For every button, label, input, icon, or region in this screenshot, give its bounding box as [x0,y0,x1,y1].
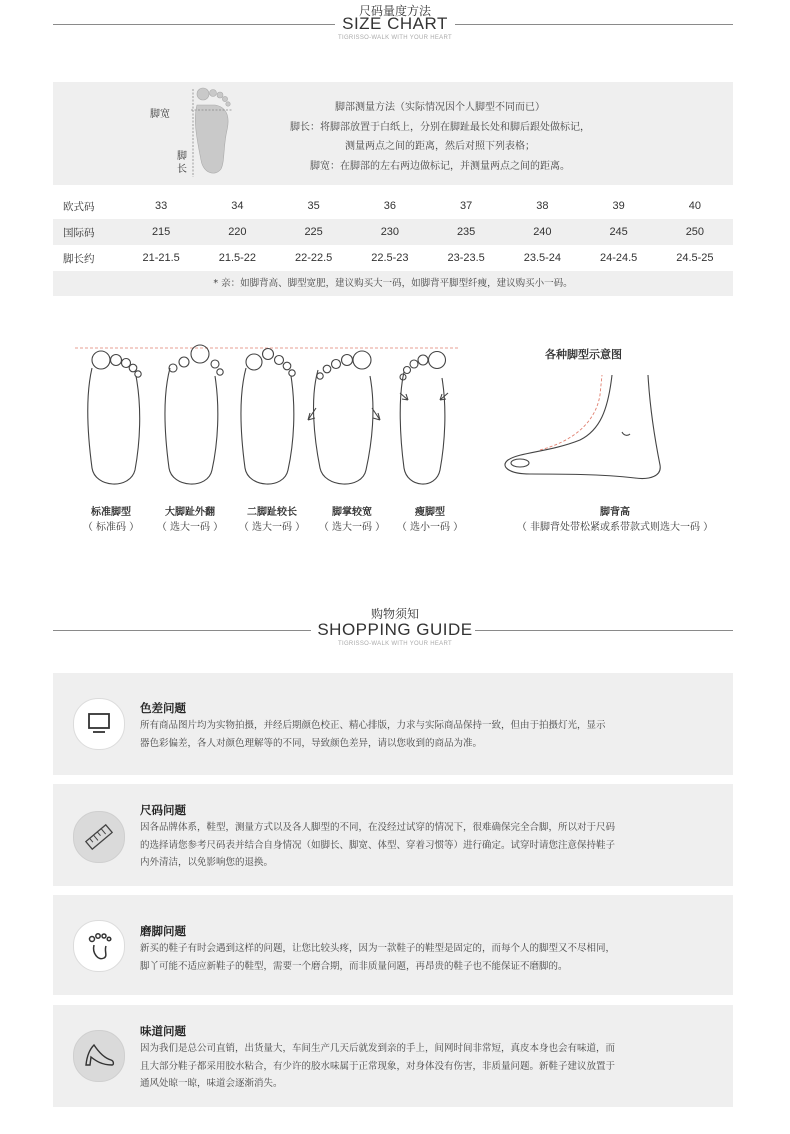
row-header: 欧式码 [63,200,95,213]
guide-title: 尺码问题 [140,803,186,817]
table-cell: 38 [536,200,549,212]
monitor-icon [73,698,125,750]
measure-line: 脚宽：在脚部的左右两边做标记，并测量两点之间的距离。 [310,160,570,172]
foot-type-standard [66,505,156,535]
table-cell: 235 [428,219,504,245]
foot-type-name: 大脚趾外翻 [165,507,215,518]
guide-line: 因为我们是总公司直销，出货量大，车间生产几天后就发到亲的手上，间网时间非常短，真皮本身也会有味道，而 [140,1043,616,1054]
high-heel-icon [73,1030,125,1082]
foot-type-bunion [145,505,235,535]
table-row [53,219,733,245]
table-cell: 245 [581,219,657,245]
high-instep-name: 脚背高 [600,507,630,518]
table-cell: 21-21.5 [142,252,180,264]
guide-text [140,940,720,975]
table-cell: 37 [460,200,473,212]
guide-size [53,784,733,886]
table-row [53,193,733,219]
foot-type-advice: （ 标准码 ） [82,522,140,533]
foot-type-advice: （ 选小一码 ） [396,522,464,533]
table-cell: 40 [688,200,701,212]
table-cell: 33 [155,200,168,212]
footprint-icon [73,920,125,972]
foot-width-label: 脚宽 [150,109,170,120]
size-chart-title-cn: 尺码量度方法 [358,4,431,18]
measure-line: 脚部测量方法（实际情况因个人脚型不同而已） [335,102,545,113]
table-cell: 250 [657,219,733,245]
table-cell: 220 [199,219,275,245]
row-header: 国际码 [53,219,123,245]
guide-line: 通风处晾一晾，味道会逐渐消失。 [140,1078,283,1089]
size-chart-subtitle: TIGRISSO-WALK WITH YOUR HEART [338,35,452,41]
guide-line: 所有商品图片均为实物拍摄，并经后期颜色校正、精心排版，力求与实际商品保持一致，但由于拍摄灯光，显示 [140,720,606,731]
table-cell: 22-22.5 [294,252,333,264]
guide-line: 的选择请您参考尺码表并结合自身情况（如脚长、脚宽、体型、穿着习惯等）进行确定。试穿时请您注意保持鞋子 [140,839,616,851]
table-cell: 225 [276,219,352,245]
guide-rubbing [53,895,733,995]
table-cell: 39 [612,200,625,212]
foot-measure-diagram [185,85,235,185]
foot-type-name: 二脚趾较长 [247,507,297,518]
guide-text [140,819,720,872]
foot-type-advice: （ 选大一码 ） [238,522,306,533]
high-instep-label [500,505,730,535]
foot-types-title: 各种脚型示意图 [545,348,622,361]
size-table [53,193,733,271]
guide-line: 因各品牌体系，鞋型，测量方式以及各人脚型的不同，在没经过试穿的情况下，很难确保完全合脚，所以对于尺码 [140,822,616,833]
guide-subtitle: TIGRISSO-WALK WITH YOUR HEART [338,641,452,647]
high-instep-advice: （ 非脚背处带松紧或系带款式则选大一码 ） [516,522,714,533]
guide-title: 色差问题 [140,701,186,715]
high-instep-illustration [500,370,670,490]
guide-line: 新买的鞋子有时会遇到这样的问题，让您比较头疼，因为一款鞋子的鞋型是固定的，而每个人的脚型又不尽相同， [140,943,616,954]
guide-line: 脚丫可能不适应新鞋子的鞋型，需要一个磨合期，而非质量问题，再昂贵的鞋子也不能保证不磨脚的。 [140,960,568,972]
table-cell: 240 [504,219,580,245]
table-cell: 34 [231,200,244,212]
table-cell: 35 [307,200,320,212]
foot-length-label: 脚 长 [177,151,187,175]
table-cell: 21.5-22 [218,252,257,264]
measure-line: 测量两点之间的距离，然后对照下列表格； [345,141,535,152]
foot-types-illustration [70,338,470,498]
foot-type-long-second-toe [227,505,317,535]
table-cell: 36 [383,200,396,212]
guide-text [140,1040,720,1093]
table-cell: 24.5-25 [676,252,714,264]
table-cell: 22.5-23 [371,252,409,264]
guide-title-en: SHOPPING GUIDE [317,620,473,639]
foot-type-name: 标准脚型 [91,507,131,518]
guide-line: 器色彩偏差，各人对颜色理解等的不同，导致颜色差异，请以您收到的商品为准。 [140,737,483,749]
foot-type-wide [307,505,397,535]
foot-type-advice: （ 选大一码 ） [318,522,386,533]
foot-type-slim [385,505,475,535]
foot-type-advice: （ 选大一码 ） [156,522,224,533]
table-cell: 23-23.5 [447,252,485,264]
table-cell: 215 [123,219,199,245]
measure-instructions [250,98,630,176]
row-header: 脚长约 [63,252,95,265]
guide-line: 内外清洁，以免影响您的退换。 [140,857,274,868]
size-chart-title-en: SIZE CHART [342,14,448,33]
size-advice-note: * 亲：如脚背高、脚型宽肥，建议购买大一码，如脚背平脚型纤瘦，建议购买小一码。 [53,271,733,296]
guide-color [53,673,733,775]
ruler-icon [73,811,125,863]
table-row [53,245,733,271]
measure-line: 脚长：将脚部放置于白纸上，分别在脚趾最长处和脚后跟处做标记， [290,121,590,133]
guide-line: 且大部分鞋子都采用胶水粘合，有少许的胶水味属于正常现象，对身体没有伤害，非质量问题。新鞋子建议放置于 [140,1060,616,1072]
guide-title: 味道问题 [140,1024,186,1038]
guide-smell [53,1005,733,1107]
foot-type-name: 脚掌较宽 [332,507,372,518]
table-cell: 23.5-24 [523,252,562,264]
table-cell: 24-24.5 [599,252,638,264]
guide-title: 磨脚问题 [140,924,186,938]
table-cell: 230 [352,219,428,245]
foot-type-name: 瘦脚型 [415,507,445,518]
guide-text [140,717,720,752]
guide-title-cn: 购物须知 [370,607,419,621]
